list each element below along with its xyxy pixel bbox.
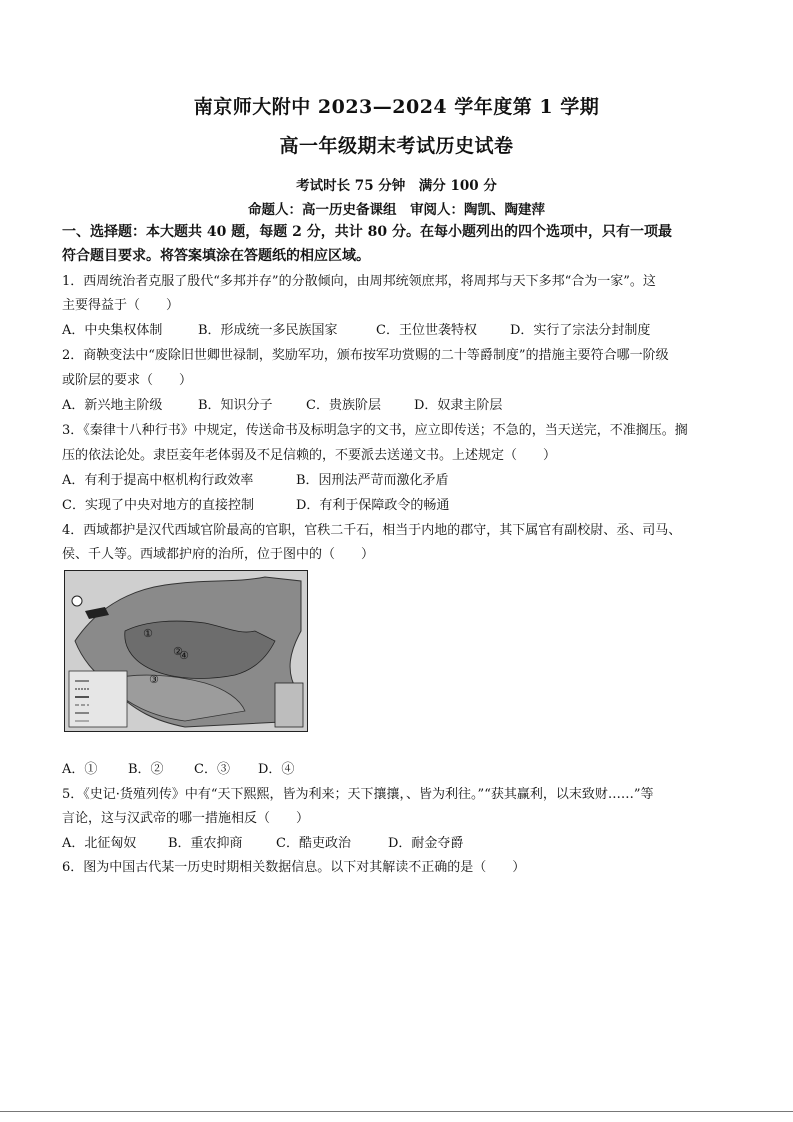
- section-heading-line-2: 符合题目要求。将答案填涂在答题纸的相应区域。: [62, 248, 370, 264]
- q6-stem-line-1: 6．图为中国古代某一历史时期相关数据信息。以下对其解读不正确的是（ ）: [62, 860, 526, 875]
- exam-info: 考试时长 75 分钟 满分 100 分: [296, 178, 497, 194]
- q4-option-b: B．②: [128, 762, 164, 777]
- compass-icon: [72, 596, 82, 606]
- map-legend-box: [69, 671, 127, 727]
- q5-option-d: D．耐金夺爵: [388, 836, 464, 851]
- han-western-regions-map: [64, 570, 308, 732]
- q5-option-b: B．重农抑商: [168, 836, 243, 851]
- q5-stem-line-2: 言论，这与汉武帝的哪一措施相反（ ）: [62, 811, 310, 826]
- map-inset-box: [275, 683, 303, 727]
- q2-option-c: C．贵族阶层: [306, 398, 381, 413]
- q3-option-a: A．有利于提高中枢机构行政效率: [62, 473, 254, 488]
- q5-options: [62, 835, 742, 853]
- q4-option-c: C．③: [194, 762, 230, 777]
- q1-option-b: B．形成统一多民族国家: [198, 323, 338, 338]
- q1-option-d: D．实行了宗法分封制度: [510, 323, 651, 338]
- q3-options-row-2: [62, 497, 742, 515]
- q3-stem-line-1: 3．《秦律十八种行书》中规定，传送命书及标明急字的文书，应立即传送；不急的，当天送完，不准搁压。搁: [62, 423, 688, 438]
- q1-stem-line-1: 1．西周统治者克服了殷代“多邦并存”的分散倾向，由周邦统领庶邦，将周邦与天下多邦“合为一家”。这: [62, 274, 656, 289]
- map-marker-3: ③: [149, 673, 159, 686]
- q2-option-a: A．新兴地主阶级: [62, 398, 163, 413]
- exam-title: 南京师大附中 2023—2024 学年度第 1 学期: [193, 96, 600, 118]
- q5-stem-line-1: 5．《史记·货殖列传》中有“天下熙熙，皆为利来；天下攘攘，、皆为利往。”“获其赢利，以末致财……”等: [62, 787, 654, 802]
- map-marker-2: ②: [173, 645, 183, 658]
- q2-option-d: D．奴隶主阶层: [414, 398, 503, 413]
- q1-option-a: A．中央集权体制: [62, 323, 163, 338]
- map-marker-1: ①: [143, 627, 153, 640]
- q3-option-d: D．有利于保障政令的畅通: [296, 498, 450, 513]
- q3-option-b: B．因刑法严苛而激化矛盾: [296, 473, 449, 488]
- section-heading: [62, 220, 742, 268]
- q3-options-row-1: [62, 472, 742, 490]
- q2-options: [62, 397, 742, 415]
- q1-option-c: C．王位世袭特权: [376, 323, 477, 338]
- q2-stem-line-1: 2．商鞅变法中“废除旧世卿世禄制，奖励军功，颁布按军功赏赐的二十等爵制度”的措施主要符合哪一阶级: [62, 348, 669, 363]
- exam-subtitle: 高一年级期末考试历史试卷: [279, 135, 514, 157]
- section-heading-line-1: 一、选择题：本大题共 40 题，每题 2 分，共计 80 分。在每小题列出的四个选项中，只有一项最: [62, 224, 672, 240]
- map-marker-4: ④: [179, 649, 189, 662]
- q3-stem-line-2: 压的依法论处。隶臣妾年老体弱及不足信赖的，不要派去送递文书。上述规定（ ）: [62, 448, 557, 463]
- q4-option-a: A．①: [62, 762, 98, 777]
- q3-option-c: C．实现了中央对地方的直接控制: [62, 498, 254, 513]
- q4-options: [62, 761, 742, 779]
- q4-stem-line-2: 侯、千人等。西域都护府的治所，位于图中的（ ）: [62, 547, 375, 562]
- q5-option-a: A．北征匈奴: [62, 836, 137, 851]
- q2-option-b: B．知识分子: [198, 398, 273, 413]
- map-graphic: [65, 571, 307, 731]
- q5-option-c: C．酷吏政治: [276, 836, 351, 851]
- page-bottom-rule: [0, 1111, 793, 1112]
- q2-stem-line-2: 或阶层的要求（ ）: [62, 373, 193, 388]
- q1-stem-line-2: 主要得益于（ ）: [62, 298, 180, 313]
- q4-stem-line-1: 4．西域都护是汉代西域官阶最高的官职，官秩二千石，相当于内地的郡守，其下属官有副校尉、丞、司马、: [62, 523, 682, 538]
- q1-options: [62, 322, 742, 340]
- exam-authors: 命题人：高一历史备课组 审阅人：陶凯、陶建萍: [248, 202, 545, 218]
- q4-option-d: D．④: [258, 762, 295, 777]
